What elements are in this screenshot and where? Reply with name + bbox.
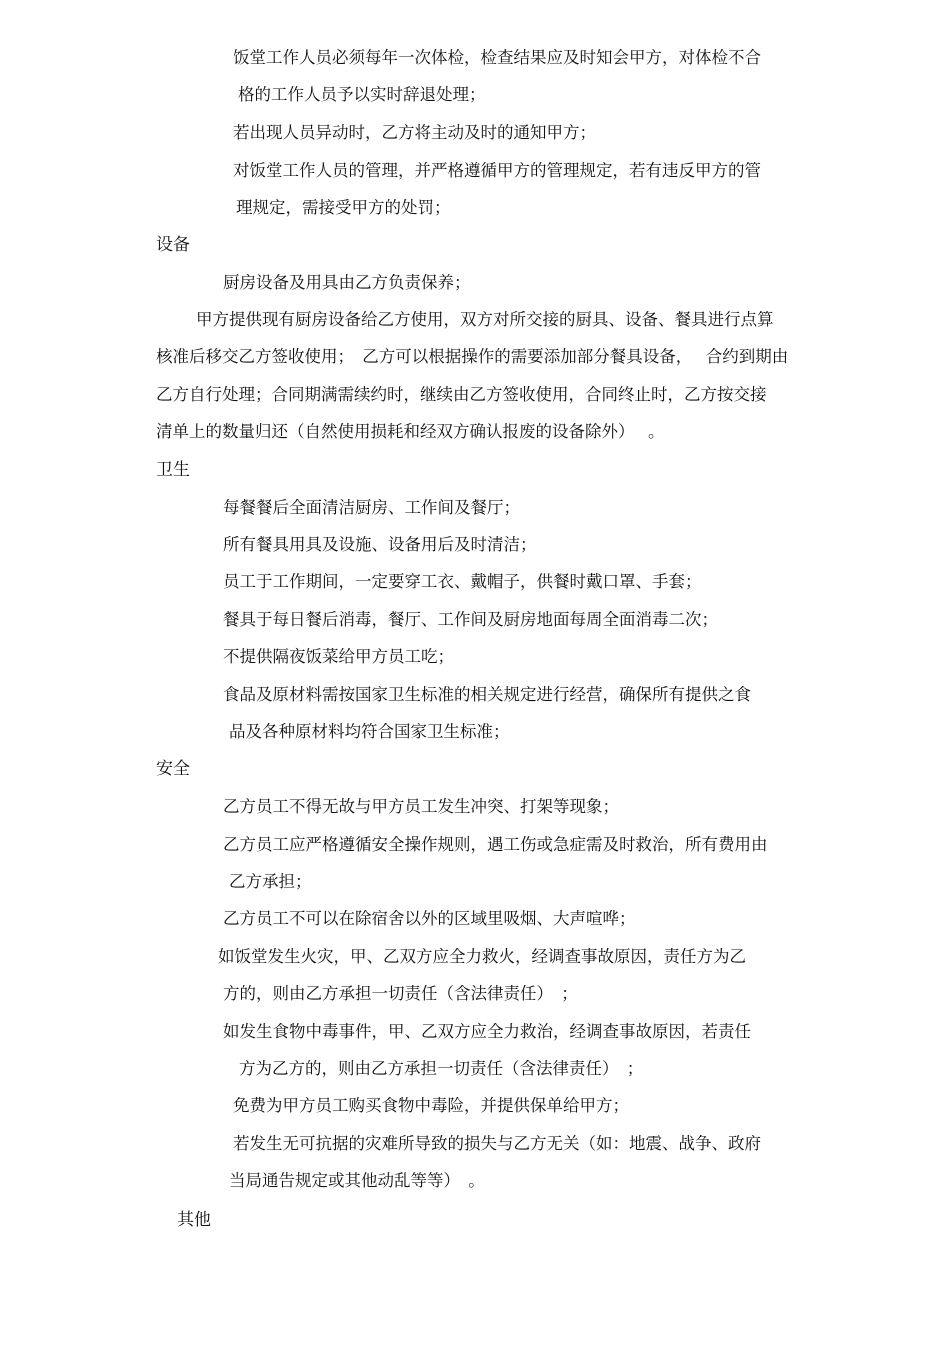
equipment-line-3: 核准后移交乙方签收使用； 乙方可以根据操作的需要添加部分餐具设备， 合约到期由 xyxy=(156,347,789,366)
safety-line-5: 如饭堂发生火灾，甲、乙双方应全力救火，经调查事故原因，责任方为乙 xyxy=(218,947,746,966)
hygiene-line-7: 品及各种原材料均符合国家卫生标准； xyxy=(229,722,510,741)
hygiene-line-2: 所有餐具用具及设施、设备用后及时清洁； xyxy=(223,535,537,554)
equipment-line-2: 甲方提供现有厨房设备给乙方使用，双方对所交接的厨具、设备、餐具进行点算 xyxy=(196,310,774,329)
section-heading-hygiene: 卫生 xyxy=(156,460,190,480)
safety-line-6: 方的，则由乙方承担一切责任（含法律责任） ； xyxy=(223,984,578,1003)
section-heading-safety: 安全 xyxy=(156,759,190,779)
hygiene-line-3: 员工于工作期间，一定要穿工衣、戴帽子，供餐时戴口罩、手套； xyxy=(223,572,702,591)
equipment-line-1: 厨房设备及用具由乙方负责保养； xyxy=(223,273,471,292)
safety-line-10: 若发生无可抗据的灾难所导致的损失与乙方无关（如：地震、战争、政府 xyxy=(233,1134,761,1153)
equipment-line-4: 乙方自行处理；合同期满需续约时，继续由乙方签收使用，合同终止时，乙方按交接 xyxy=(156,385,767,404)
section-heading-equipment: 设备 xyxy=(156,235,190,255)
equipment-line-5: 清单上的数量归还（自然使用损耗和经双方确认报废的设备除外） 。 xyxy=(156,422,665,441)
hygiene-line-5: 不提供隔夜饭菜给甲方员工吃； xyxy=(223,647,454,666)
staff-line-1: 饭堂工作人员必须每年一次体检，检查结果应及时知会甲方，对体检不合 xyxy=(233,48,761,67)
section-heading-other: 其他 xyxy=(177,1210,211,1230)
staff-line-3: 若出现人员异动时，乙方将主动及时的通知甲方； xyxy=(233,123,596,142)
hygiene-line-4: 餐具于每日餐后消毒，餐厅、工作间及厨房地面每周全面消毒二次； xyxy=(223,610,718,629)
safety-line-9: 免费为甲方员工购买食物中毒险，并提供保单给甲方； xyxy=(233,1096,629,1115)
hygiene-line-6: 食品及原材料需按国家卫生标准的相关规定进行经营，确保所有提供之食 xyxy=(223,685,751,704)
safety-line-1: 乙方员工不得无故与甲方员工发生冲突、打架等现象； xyxy=(223,797,619,816)
safety-line-4: 乙方员工不可以在除宿舍以外的区域里吸烟、大声喧哗； xyxy=(223,909,636,928)
safety-line-3: 乙方承担； xyxy=(229,872,312,891)
staff-line-5: 理规定，需接受甲方的处罚； xyxy=(236,198,451,217)
safety-line-2: 乙方员工应严格遵循安全操作规则，遇工伤或急症需及时救治，所有费用由 xyxy=(223,835,768,854)
staff-line-4: 对饭堂工作人员的管理，并严格遵循甲方的管理规定，若有违反甲方的管 xyxy=(233,161,761,180)
staff-line-2: 格的工作人员予以实时辞退处理； xyxy=(238,85,486,104)
safety-line-8: 方为乙方的，则由乙方承担一切责任（含法律责任） ； xyxy=(239,1059,644,1078)
safety-line-7: 如发生食物中毒事件，甲、乙双方应全力救治，经调查事故原因，若责任 xyxy=(223,1022,751,1041)
hygiene-line-1: 每餐餐后全面清洁厨房、工作间及餐厅； xyxy=(223,498,520,517)
safety-line-11: 当局通告规定或其他动乱等等） 。 xyxy=(229,1171,485,1190)
